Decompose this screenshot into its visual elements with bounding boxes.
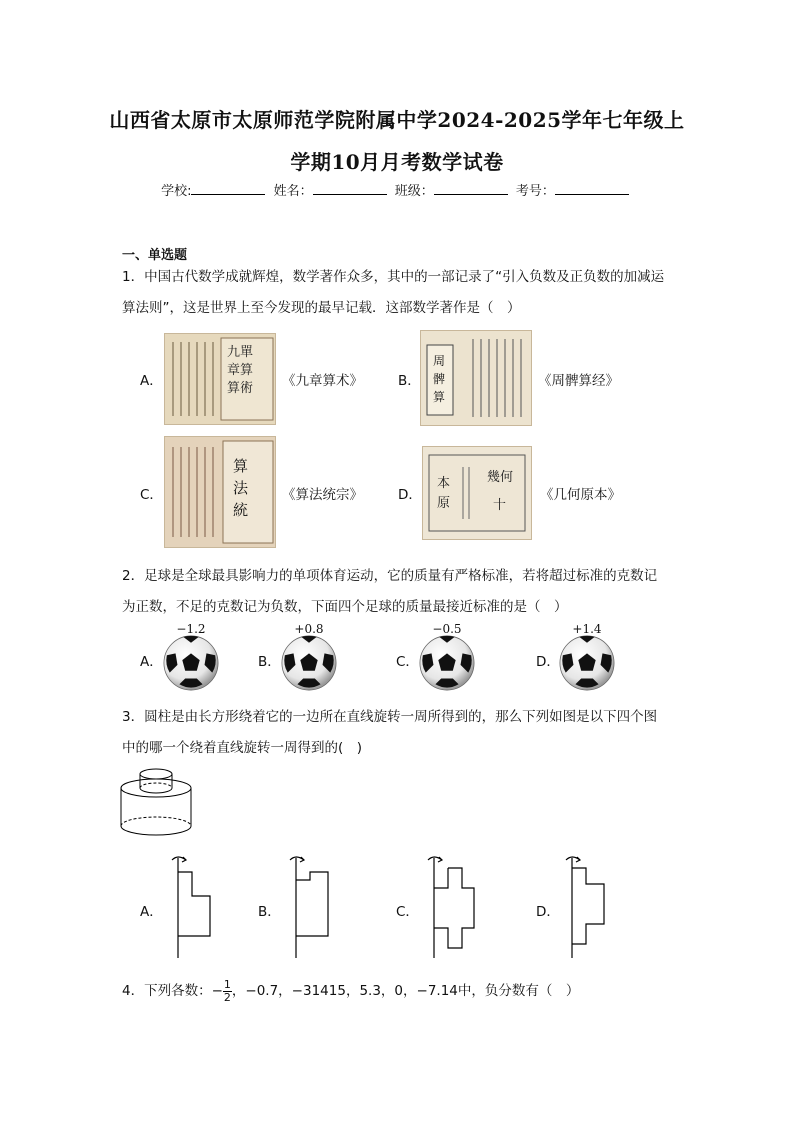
svg-text:髀: 髀 [433, 372, 446, 386]
name-blank[interactable] [313, 182, 387, 195]
q4-fraction [223, 979, 232, 1004]
svg-text:章算: 章算 [227, 363, 254, 378]
book-cover-icon [421, 331, 531, 425]
q3-shape-a [166, 854, 216, 960]
q1-option-a-text: 《九章算术》 [282, 373, 363, 389]
q3-shape-c [422, 854, 482, 960]
q1-option-c-text: 《算法统宗》 [282, 487, 363, 503]
q4-prefix: 4．下列各数：− [122, 983, 223, 999]
q2-option-a-label[interactable]: A． [140, 654, 163, 670]
page-title: 山西省太原市太原师范学院附属中学2024-2025学年七年级上 [109, 108, 685, 132]
q2-value-b: +0.8 [294, 622, 324, 636]
class-blank[interactable] [434, 182, 508, 195]
question-1-line1: 1．中国古代数学成就辉煌，数学著作众多，其中的一部记录了“引入负数及正负数的加减运 [122, 269, 665, 285]
q1-option-c-label[interactable]: C． [140, 487, 163, 503]
q1-option-a-label[interactable]: A． [140, 373, 163, 389]
q1-option-b-text: 《周髀算经》 [538, 373, 619, 389]
number-label: 考号： [515, 184, 555, 199]
suanfa-book-image [164, 436, 276, 548]
book-cover-icon [165, 334, 275, 424]
jihe-book-image [422, 446, 532, 540]
soccer-ball-icon [162, 634, 220, 692]
student-info-row [0, 180, 794, 199]
svg-text:幾何: 幾何 [487, 470, 514, 485]
svg-text:九單: 九單 [227, 345, 254, 360]
book-cover-icon [165, 437, 275, 547]
q4-fraction-numerator: 1 [223, 977, 231, 991]
question-1-line2: 算法则”，这是世界上至今发现的最早记载．这部数学著作是（ ） [122, 300, 521, 316]
q3-shape-b [284, 854, 334, 960]
svg-text:統: 統 [233, 501, 249, 519]
stacked-cylinder-figure [118, 766, 194, 838]
svg-text:十: 十 [493, 498, 507, 513]
q2-value-d: +1.4 [572, 622, 602, 636]
q2-option-b-label[interactable]: B． [258, 654, 281, 670]
question-2-line1: 2．足球是全球最具影响力的单项体育运动，它的质量有严格标准，若将超过标准的克数记 [122, 568, 658, 584]
svg-text:算: 算 [433, 390, 446, 404]
question-2-line2: 为正数，不足的克数记为负数，下面四个足球的质量最接近标准的是（ ） [122, 599, 568, 615]
book-cover-icon [423, 447, 531, 539]
name-label: 姓名： [273, 184, 313, 199]
soccer-ball-icon [280, 634, 338, 692]
q2-value-a: −1.2 [176, 622, 206, 636]
school-blank[interactable] [191, 182, 265, 195]
q3-shape-d [560, 854, 610, 960]
q3-option-a-label[interactable]: A． [140, 904, 163, 920]
q3-option-d-label[interactable]: D． [536, 904, 560, 920]
q3-option-b-label[interactable]: B． [258, 904, 281, 920]
q4-fraction-denominator: 2 [223, 990, 231, 1004]
section-heading: 一、单选题 [122, 248, 188, 263]
page-title-line2: 学期10月月考数学试卷 [290, 150, 504, 174]
question-3-line2: 中的哪一个绕着直线旋转一周得到的( ) [122, 740, 363, 756]
q3-option-c-label[interactable]: C． [396, 904, 419, 920]
soccer-ball-icon [558, 634, 616, 692]
svg-text:法: 法 [233, 479, 249, 497]
svg-text:原: 原 [437, 496, 451, 511]
class-label: 班级： [394, 184, 434, 199]
q2-value-c: −0.5 [432, 622, 462, 636]
zhoubi-book-image [420, 330, 532, 426]
q4-rest: ，−0.7，−31415，5.3，0，−7.14中，负分数有（ ） [231, 983, 580, 999]
q1-option-b-label[interactable]: B． [398, 373, 421, 389]
jiuzhang-book-image [164, 333, 276, 425]
q2-option-d-label[interactable]: D． [536, 654, 560, 670]
number-blank[interactable] [555, 182, 629, 195]
svg-text:算術: 算術 [227, 381, 254, 396]
question-4 [122, 976, 682, 1007]
school-label: 学校: [161, 184, 192, 199]
q1-option-d-label[interactable]: D． [398, 487, 422, 503]
svg-text:周: 周 [433, 354, 446, 368]
soccer-ball-icon [418, 634, 476, 692]
svg-text:本: 本 [437, 476, 451, 491]
q1-option-d-text: 《几何原本》 [540, 487, 621, 503]
q2-option-c-label[interactable]: C． [396, 654, 419, 670]
svg-text:算: 算 [233, 457, 249, 475]
question-3-line1: 3．圆柱是由长方形绕着它的一边所在直线旋转一周所得到的，那么下列如图是以下四个图 [122, 709, 658, 725]
